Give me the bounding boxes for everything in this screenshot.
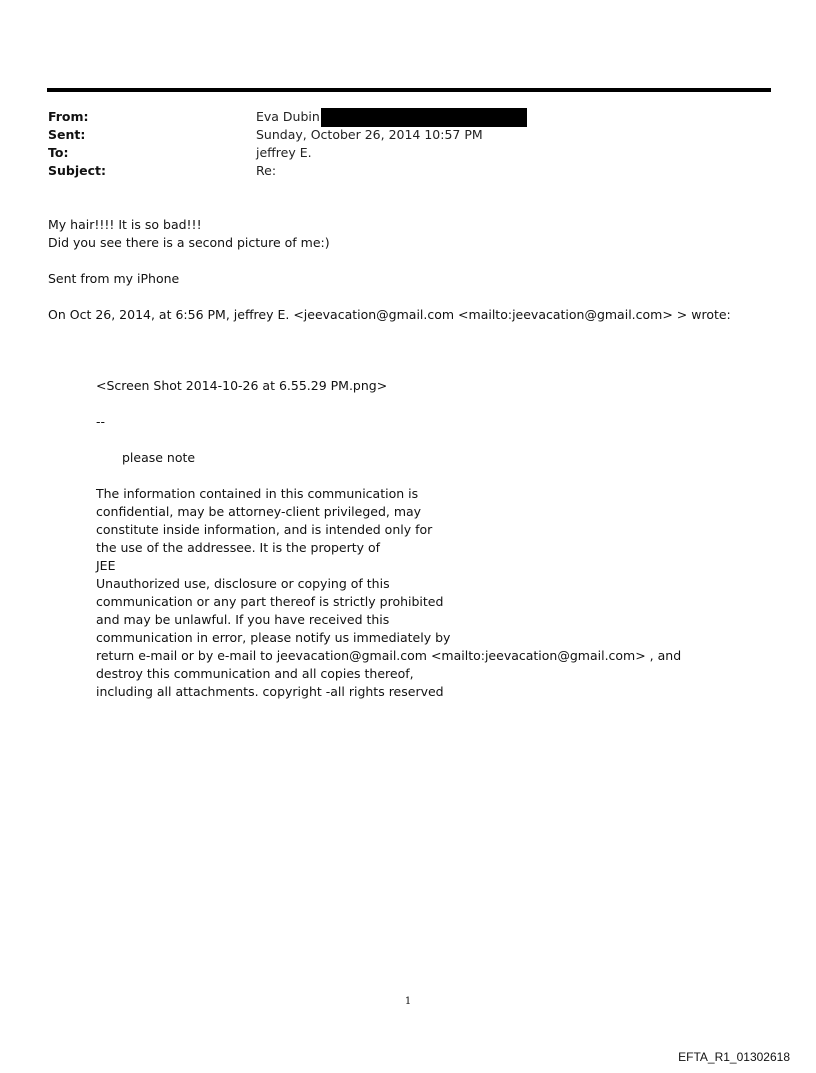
subject-label: Subject:: [48, 163, 106, 178]
from-label: From:: [48, 109, 89, 124]
disclaimer-line: and may be unlawful. If you have received this: [96, 612, 390, 627]
disclaimer-line: Unauthorized use, disclosure or copying of this: [96, 576, 390, 591]
from-value-wrapper: [256, 108, 527, 127]
to-value: jeffrey E.: [256, 145, 312, 160]
message-line-2: Did you see there is a second picture of me:): [48, 235, 330, 250]
quote-intro: On Oct 26, 2014, at 6:56 PM, jeffrey E. <jeevacation@gmail.com <mailto:jeevacation@gmail.com> > wrote:: [48, 307, 731, 322]
page-number: 1: [404, 996, 412, 1007]
from-value: Eva Dubin: [256, 109, 320, 124]
to-label: To:: [48, 145, 69, 160]
disclaimer-line: communication or any part thereof is strictly prohibited: [96, 594, 444, 609]
please-note: please note: [122, 450, 196, 465]
sent-value: Sunday, October 26, 2014 10:57 PM: [256, 127, 483, 142]
disclaimer-line: the use of the addressee. It is the property of: [96, 540, 381, 555]
redaction-bar: [321, 108, 527, 127]
sent-label: Sent:: [48, 127, 86, 142]
disclaimer-block: [96, 485, 681, 701]
message-line-1: My hair!!!! It is so bad!!!: [48, 217, 202, 232]
header-divider: [47, 88, 771, 92]
disclaimer-line: communication in error, please notify us immediately by: [96, 630, 451, 645]
signature-separator: --: [96, 414, 106, 429]
document-id: EFTA_R1_01302618: [678, 1050, 790, 1064]
subject-value: Re:: [256, 163, 277, 178]
disclaimer-line: return e-mail or by e-mail to jeevacation@gmail.com <mailto:jeevacation@gmail.com> , and: [96, 648, 682, 663]
disclaimer-line: including all attachments. copyright -all rights reserved: [96, 684, 444, 699]
disclaimer-line: JEE: [96, 558, 116, 573]
attachment-name: <Screen Shot 2014-10-26 at 6.55.29 PM.png>: [96, 378, 388, 393]
message-signature: Sent from my iPhone: [48, 271, 180, 286]
disclaimer-line: The information contained in this communication is: [96, 486, 419, 501]
disclaimer-line: confidential, may be attorney-client privileged, may: [96, 504, 422, 519]
disclaimer-line: destroy this communication and all copies thereof,: [96, 666, 414, 681]
disclaimer-line: constitute inside information, and is intended only for: [96, 522, 433, 537]
